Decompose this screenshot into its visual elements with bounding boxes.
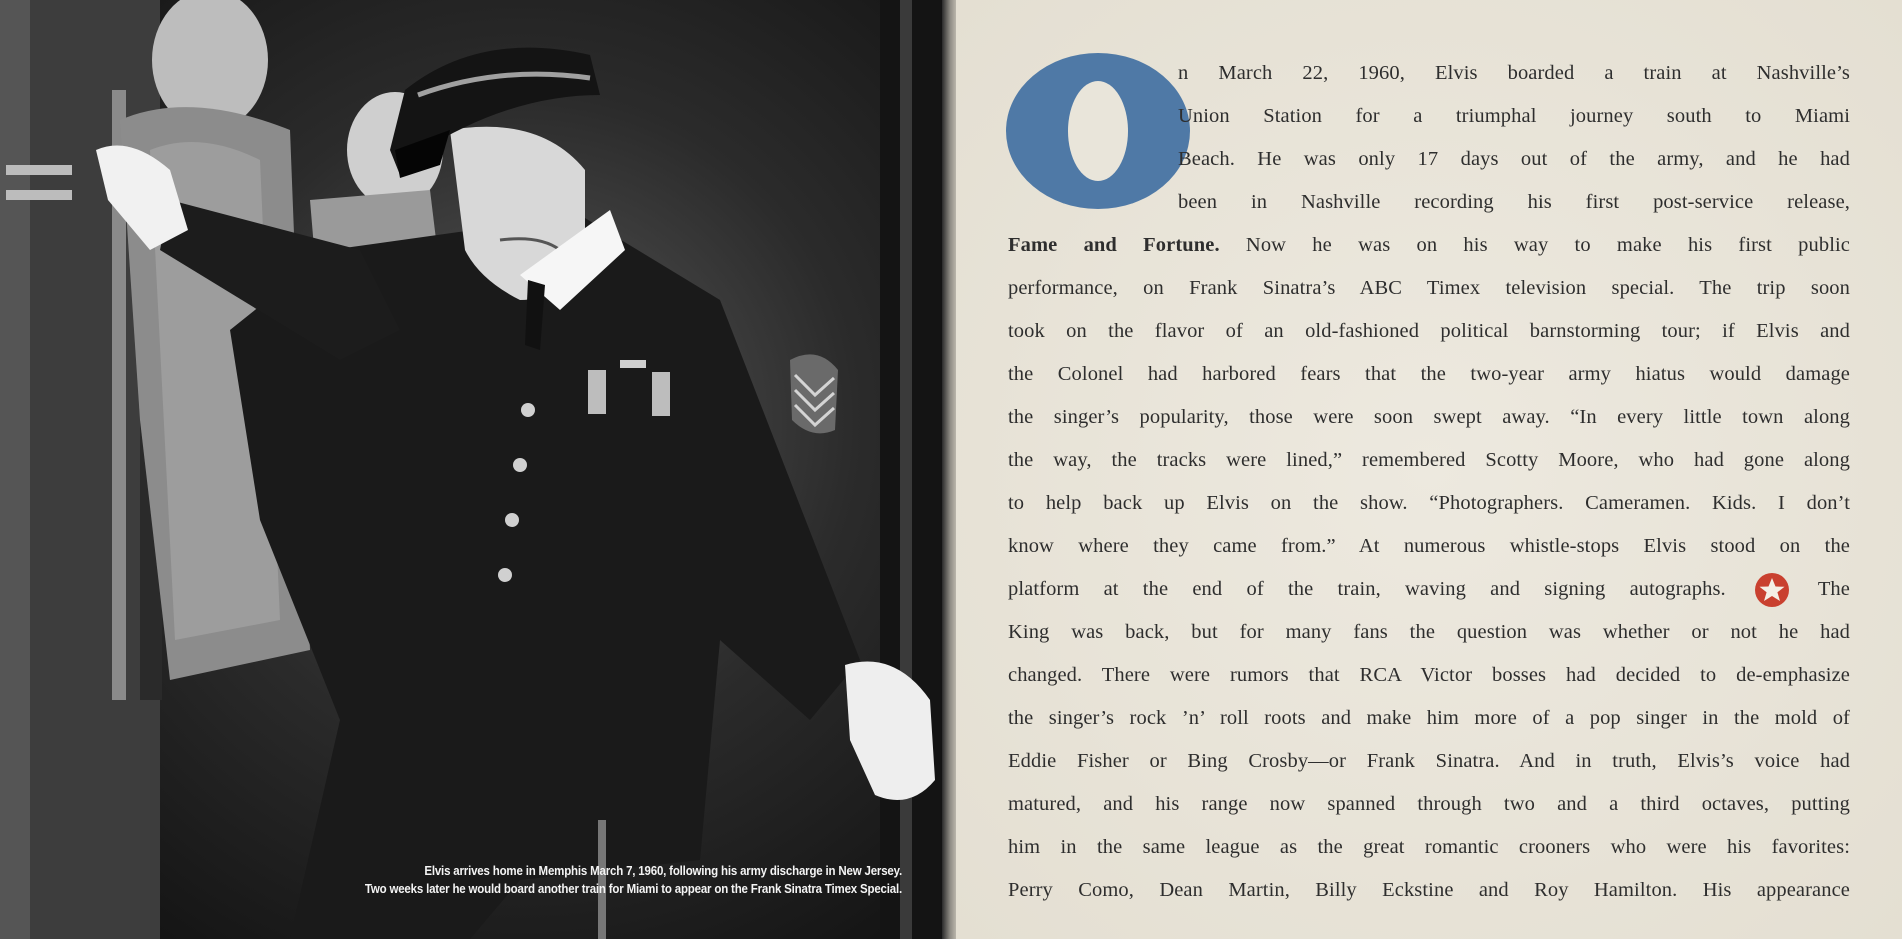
- article-line: him in the same league as the great romantic crooners who were his favorites:: [1008, 836, 1850, 858]
- article-line: to help back up Elvis on the show. “Photographers. Cameramen. Kids. I don’t: [1008, 492, 1850, 514]
- article-line: the singer’s rock ’n’ roll roots and make him more of a pop singer in the mold of: [1008, 707, 1850, 729]
- photo-caption: [258, 862, 902, 898]
- article-line: been in Nashville recording his first post-service release,: [1178, 191, 1850, 213]
- text-page: [956, 0, 1902, 939]
- caption-line-2: Two weeks later he would board another train for Miami to appear on the Frank Sinatra Timex Special.: [364, 882, 902, 896]
- star-icon: [1754, 572, 1790, 608]
- article-line: performance, on Frank Sinatra’s ABC Timex television special. The trip soon: [1008, 277, 1850, 299]
- article-line: the Colonel had harbored fears that the two-year army hiatus would damage: [1008, 363, 1850, 385]
- article-line: n March 22, 1960, Elvis boarded a train at Nashville’s: [1178, 62, 1850, 84]
- photograph: [0, 0, 950, 939]
- song-title: Fame and Fortune.: [1008, 234, 1220, 256]
- article-line-with-star: [1008, 568, 1850, 611]
- article-line: Union Station for a triumphal journey south to Miami: [1178, 105, 1850, 127]
- article-line: Eddie Fisher or Bing Crosby—or Frank Sinatra. And in truth, Elvis’s voice had: [1008, 750, 1850, 772]
- article-line: changed. There were rumors that RCA Victor bosses had decided to de-emphasize: [1008, 664, 1850, 686]
- article-body: [1008, 52, 1850, 912]
- article-line: know where they came from.” At numerous whistle-stops Elvis stood on the: [1008, 535, 1850, 557]
- caption-line-1: Elvis arrives home in Memphis March 7, 1960, following his army discharge in New Jersey.: [424, 864, 902, 878]
- article-line: Now he was on his way to make his first public: [1245, 234, 1850, 256]
- article-line: Beach. He was only 17 days out of the army, and he had: [1178, 148, 1850, 170]
- article-line: matured, and his range now spanned through two and a third octaves, putting: [1008, 793, 1850, 815]
- article-line: the way, the tracks were lined,” remembered Scotty Moore, who had gone along: [1008, 449, 1850, 471]
- article-line: took on the flavor of an old-fashioned political barnstorming tour; if Elvis and: [1008, 320, 1850, 342]
- photo-page: [0, 0, 950, 939]
- article-line: The: [1817, 578, 1850, 600]
- article-line: Perry Como, Dean Martin, Billy Eckstine and Roy Hamilton. His appearance: [1008, 879, 1850, 901]
- article-line: platform at the end of the train, waving and signing autographs.: [1008, 578, 1726, 600]
- article-line: the singer’s popularity, those were soon swept away. “In every little town along: [1008, 406, 1850, 428]
- article-line: King was back, but for many fans the question was whether or not he had: [1008, 621, 1850, 643]
- article-line-with-title: [1008, 224, 1850, 267]
